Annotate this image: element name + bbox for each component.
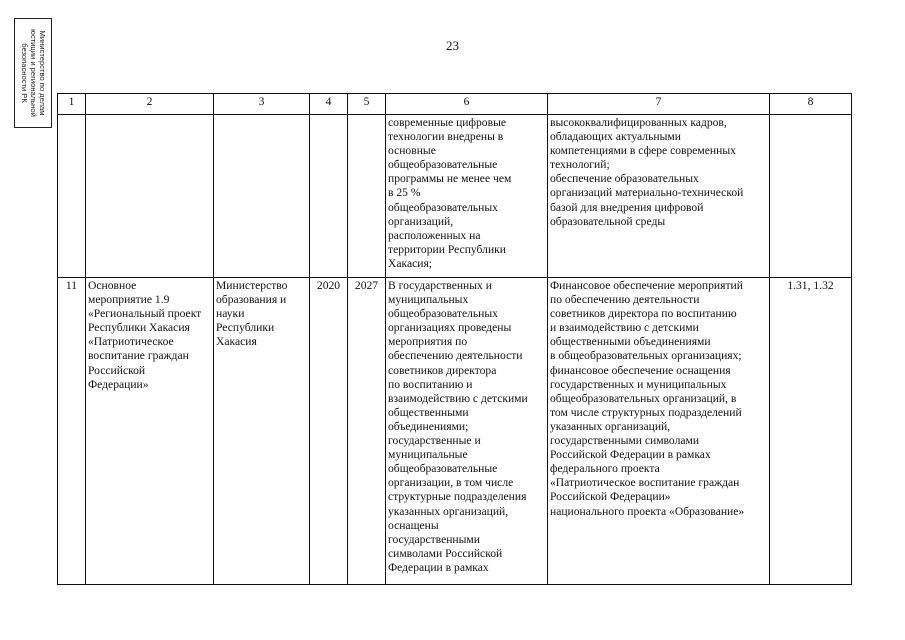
header-cell: 7: [548, 94, 770, 115]
expected-result-cell: В государственных и муниципальных общеобразовательных организациях проведены мероприятия по обеспечению деятельности советников директора по воспитанию и взаимодействию с детскими общественными объединениями; государственные и муниципальные общеобразовательные организации, в том числе структурные подразделения указанных организаций, оснащены государственными символами Российской Федерации в рамках: [386, 278, 548, 585]
stamp-line: юстиции и региональной: [28, 29, 38, 117]
activity-name-cell: [86, 115, 214, 278]
activity-name-cell: Основное мероприятие 1.9 «Региональный проект Республики Хакасия «Патриотическое воспитание граждан Российской Федерации»: [86, 278, 214, 585]
table-row: [58, 278, 852, 585]
expected-result-cell: современные цифровые технологии внедрены в основные общеобразовательные программы не менее чем в 25 % общеобразовательных организаций, расположенных на территории Республики Хакасия;: [386, 115, 548, 278]
activity-content-cell: Финансовое обеспечение мероприятий по обеспечению деятельности советников директора по воспитанию и взаимодействию с детскими общественными объединениями в общеобразовательных организациях; финансовое обеспечение оснащения государственных и муниципальных общеобразовательных организаций, в том числе структурных подразделений указанных организаций, государственными символами Российской Федерации в рамках федерального проекта «Патриотическое воспитание граждан Российской Федерации» национального проекта «Образование»: [548, 278, 770, 585]
indicators-cell: [770, 115, 852, 278]
year-end-cell: 2027: [348, 278, 386, 585]
header-cell: 6: [386, 94, 548, 115]
executor-cell: Министерство образования и науки Республики Хакасия: [214, 278, 310, 585]
table-header-row: [58, 94, 852, 115]
year-end-cell: [348, 115, 386, 278]
activities-table: [57, 93, 852, 585]
stamp-text: [19, 19, 47, 127]
year-start-cell: 2020: [310, 278, 348, 585]
table-row: [58, 115, 852, 278]
stamp-line: Министерство по делам: [37, 30, 47, 116]
page-number: 23: [446, 38, 459, 53]
header-cell: 8: [770, 94, 852, 115]
activity-content-cell: высококвалифицированных кадров, обладающих актуальными компетенциями в сфере современных технологий; обеспечение образовательных организаций материально-технической базой для внедрения цифровой образовательной среды: [548, 115, 770, 278]
row-number-cell: [58, 115, 86, 278]
header-cell: 3: [214, 94, 310, 115]
year-start-cell: [310, 115, 348, 278]
stamp-line: безопасности РК: [19, 43, 29, 103]
header-cell: 5: [348, 94, 386, 115]
header-cell: 1: [58, 94, 86, 115]
registration-stamp: [14, 18, 52, 128]
header-cell: 2: [86, 94, 214, 115]
row-number-cell: 11: [58, 278, 86, 585]
header-cell: 4: [310, 94, 348, 115]
indicators-cell: 1.31, 1.32: [770, 278, 852, 585]
executor-cell: [214, 115, 310, 278]
